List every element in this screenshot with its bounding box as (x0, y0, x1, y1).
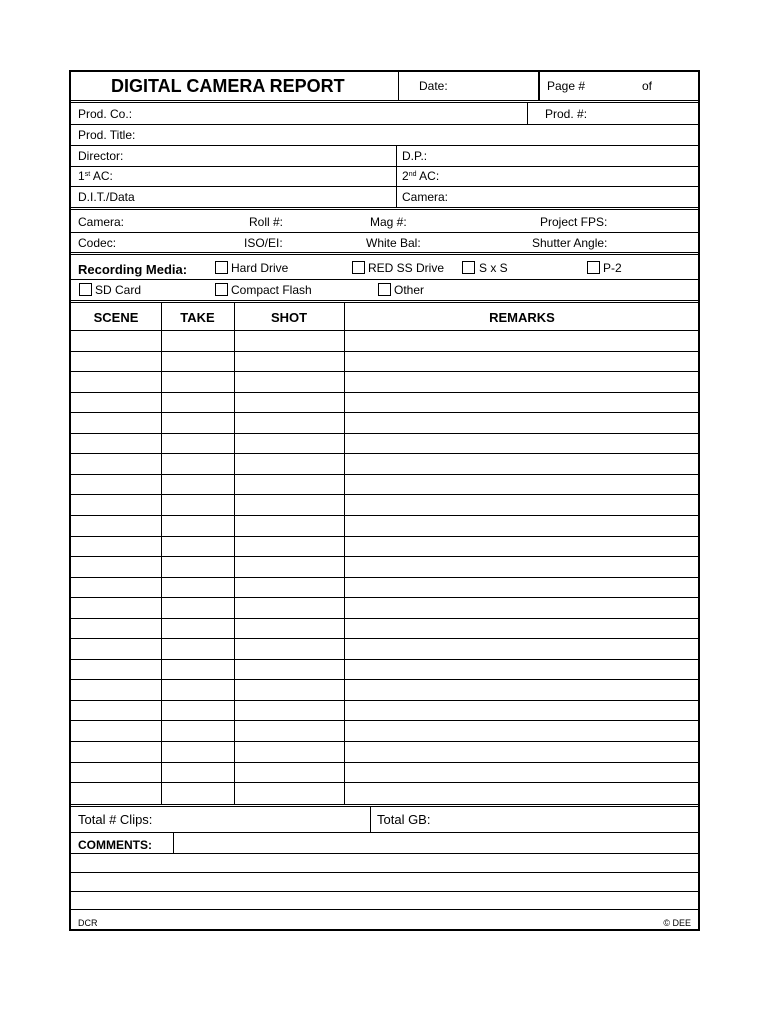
shutter-angle-field[interactable]: Shutter Angle: (532, 236, 608, 250)
date-label: Date: (419, 79, 448, 93)
page-number-label: Page # (547, 79, 586, 93)
hard-drive-label: Hard Drive (231, 261, 289, 275)
compact-flash-label: Compact Flash (231, 283, 312, 297)
second-ac-field[interactable] (402, 169, 439, 183)
scene-column-header: SCENE (93, 310, 139, 325)
table-row[interactable] (71, 494, 698, 495)
sxs-label: S x S (479, 261, 508, 275)
camera-report-form (69, 70, 700, 931)
mag-field[interactable]: Mag #: (370, 215, 407, 229)
remarks-column-header: REMARKS (489, 310, 555, 325)
comments-line[interactable] (71, 891, 698, 892)
compact-flash-checkbox[interactable] (215, 283, 228, 296)
form-code: DCR (78, 918, 98, 928)
iso-field[interactable]: ISO/EI: (244, 236, 283, 250)
p2-label: P-2 (603, 261, 622, 275)
prod-number-field[interactable]: Prod. #: (545, 107, 588, 121)
other-label: Other (394, 283, 425, 297)
prod-co-field[interactable]: Prod. Co.: (78, 107, 133, 121)
p2-checkbox[interactable] (587, 261, 600, 274)
camera-settings-field[interactable]: Camera: (78, 215, 125, 229)
table-row[interactable] (71, 679, 698, 680)
prod-title-field[interactable]: Prod. Title: (78, 128, 136, 142)
red-ss-drive-checkbox[interactable] (352, 261, 365, 274)
table-row[interactable] (71, 412, 698, 413)
first-ac-label: AC: (90, 169, 113, 183)
total-clips-field[interactable] (78, 813, 152, 827)
sxs-checkbox[interactable] (462, 261, 475, 274)
table-row[interactable] (71, 741, 698, 742)
total-gb-field[interactable] (377, 813, 430, 827)
page-of-label: of (642, 79, 653, 93)
table-row[interactable] (71, 638, 698, 639)
comments-label: COMMENTS: (78, 838, 152, 852)
table-row[interactable] (71, 659, 698, 660)
table-row[interactable] (71, 762, 698, 763)
table-row[interactable] (71, 700, 698, 701)
sd-card-checkbox[interactable] (79, 283, 92, 296)
recording-media-label: Recording Media: (78, 262, 188, 277)
shot-column-header: SHOT (270, 310, 308, 325)
dp-field[interactable]: D.P.: (402, 149, 428, 163)
second-ac-suffix: nd (408, 171, 417, 178)
camera-model-field[interactable]: Camera: (402, 190, 449, 204)
report-title: DIGITAL CAMERA REPORT (111, 76, 345, 96)
first-ac-field[interactable] (78, 169, 113, 183)
table-row[interactable] (71, 618, 698, 619)
table-row[interactable] (71, 782, 698, 783)
director-field[interactable]: Director: (78, 149, 124, 163)
second-ac-number: 2 (402, 169, 409, 183)
copyright-mark: © DEE (663, 918, 691, 928)
first-ac-suffix: st (84, 171, 91, 178)
table-row[interactable] (71, 597, 698, 598)
table-row[interactable] (71, 556, 698, 557)
second-ac-label: AC: (416, 169, 440, 183)
sd-card-label: SD Card (95, 283, 142, 297)
table-row[interactable] (71, 351, 698, 352)
comments-line[interactable] (71, 872, 698, 873)
table-row[interactable] (71, 433, 698, 434)
table-row[interactable] (71, 371, 698, 372)
total-clips-label: Total # Clips: (78, 812, 153, 827)
table-row[interactable] (71, 392, 698, 393)
table-row[interactable] (71, 536, 698, 537)
take-column-header: TAKE (180, 310, 215, 325)
table-row[interactable] (71, 720, 698, 721)
table-row[interactable] (71, 515, 698, 516)
first-ac-number: 1 (78, 169, 85, 183)
other-checkbox[interactable] (378, 283, 391, 296)
table-row[interactable] (71, 577, 698, 578)
project-fps-field[interactable]: Project FPS: (540, 215, 608, 229)
comments-line[interactable] (71, 909, 698, 910)
table-row[interactable] (71, 453, 698, 454)
roll-field[interactable]: Roll #: (249, 215, 284, 229)
white-balance-field[interactable]: White Bal: (366, 236, 421, 250)
red-ss-drive-label: RED SS Drive (368, 261, 445, 275)
dit-field[interactable]: D.I.T./Data (78, 190, 135, 204)
table-row[interactable] (71, 474, 698, 475)
hard-drive-checkbox[interactable] (215, 261, 228, 274)
total-gb-label: Total GB: (377, 812, 431, 827)
codec-field[interactable]: Codec: (78, 236, 117, 250)
